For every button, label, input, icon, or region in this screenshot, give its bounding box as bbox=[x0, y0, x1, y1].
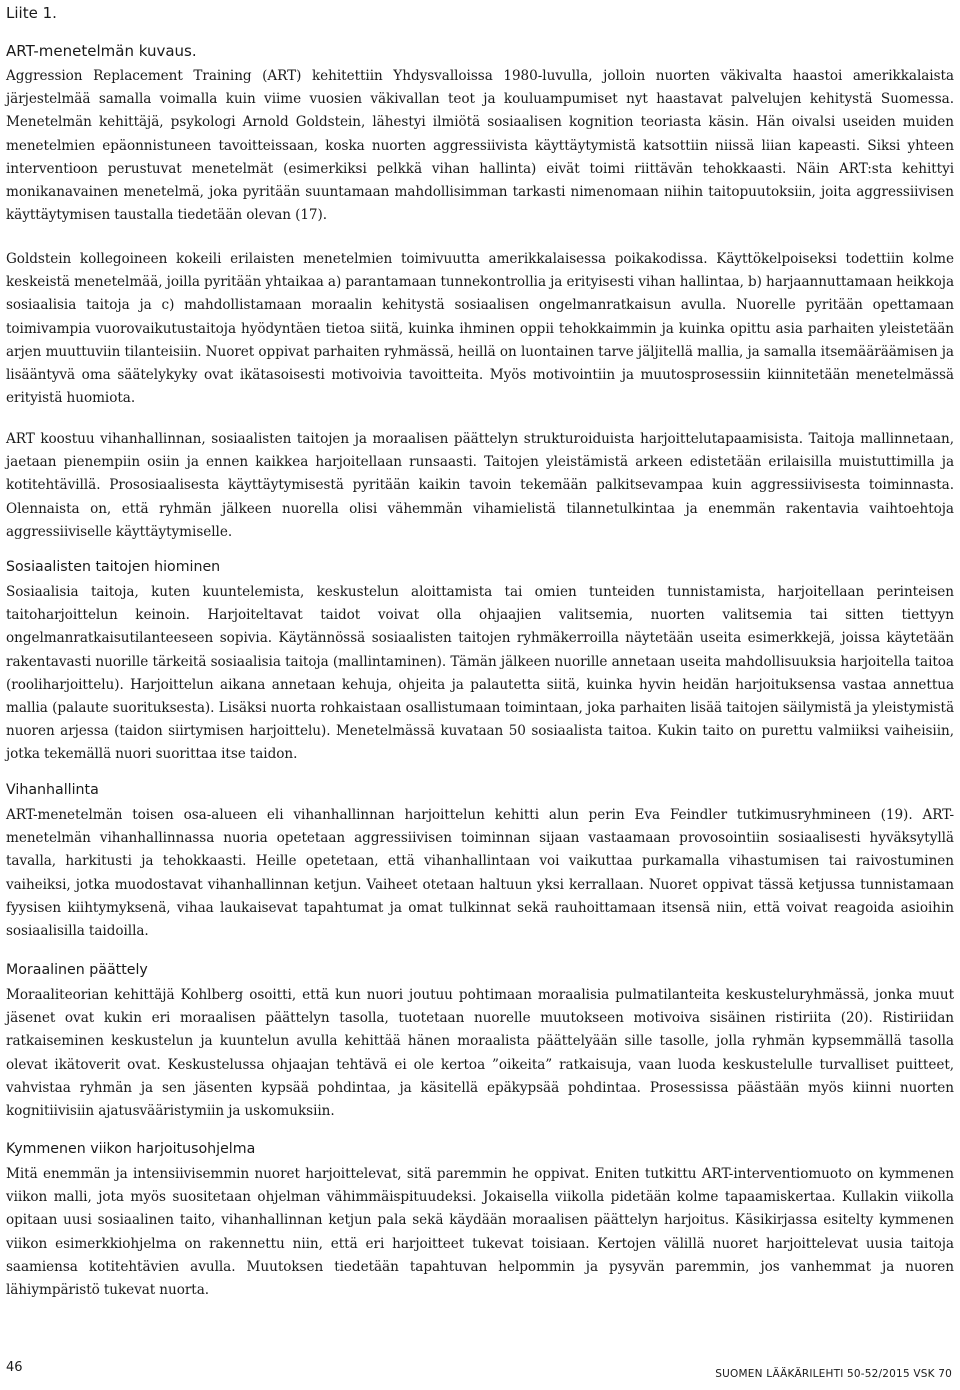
section-moral-reasoning bbox=[6, 961, 954, 1123]
intro-paragraph-3 bbox=[6, 428, 954, 544]
section-heading: Kymmenen viikon harjoitusohjelma bbox=[6, 1141, 256, 1157]
intro-paragraph-2 bbox=[6, 248, 954, 410]
paragraph-text: Goldstein kollegoineen kokeili erilaisten menetelmien toimivuutta amerikkalaisessa poikakodissa. Käyttökelpoiseksi todettiin kolme keskeistä menetelmää, joilla pyritään yhtaikaa a) parantamaan tunnekontrollia ja erityisesti vihan hallintaa, b) harjaannuttamaan heikkoja sosiaalisia taitoja ja c) mahdollistamaan moraalin kehitystä sosiaalisen ongelmanratkaisun avulla. Nuorelle pyritään opettamaan toimivampia vuorovaikutustaitoja hyödyntäen tietoa siitä, kuinka ihminen oppii tehokkaimmin ja kuinka opittu asia parhaiten yleistetään arjen muuttuviin tilanteisiin. Nuoret oppivat parhaiten ryhmässä, heillä on luontainen tarve jäljitellä mallia, ja samalla itsemääräämisen ja lisääntyvä oma säätelykyky ovat ikätasoisesti motivoivia tavoitteita. Myös motivointiin ja muutosprosessiin kiinnitetään menetelmässä erityistä huomiota. bbox=[6, 251, 954, 407]
section-anger-control bbox=[6, 781, 954, 943]
section-social-skills bbox=[6, 558, 954, 767]
section-heading: Sosiaalisten taitojen hiominen bbox=[6, 559, 221, 575]
page-number: 46 bbox=[6, 1360, 23, 1375]
paragraph-text: ART koostuu vihanhallinnan, sosiaalisten taitojen ja moraalisen päättelyn strukturoiduista harjoittelutapaamisista. Taitoja mallinnetaan, jaetaan pienempiin osiin ja ennen kaikkea harjoitellaan runsaasti. Taitojen yleistämistä arkeen edistetään erilaisilla muistuttimilla ja kotitehtävillä. Prososiaalisesta käyttäytymisestä pyritään kaikin tavoin tekemään palkitsevampaa kuin aggressiivisesta toiminnasta. Olennaista on, että ryhmän jälkeen nuorella olisi vähemmän vihamielistä tilannetulkintaa ja enemmän rakentavia vaihtoehtoja aggressiiviselle käyttäytymiselle. bbox=[6, 431, 954, 540]
section-text: Sosiaalisia taitoja, kuten kuuntelemista, keskustelun aloittamista tai omien tunteiden tunnistamista, harjoitellaan perinteisen taitoharjoittelun keinoin. Harjoiteltavat taidot voivat olla ohjaajien valitsemia, nuorten valitsemia tai sitten tiettyyn ongelmanratkaisutilanteeseen sopivia. Käytännössä sosiaalisten taitojen ryhmäkerroilla näytetään useita esimerkkejä, joissa käytetään rakentavasti nuorille tärkeitä sosiaalisia taitoja (mallintaminen). Tämän jälkeen nuorille annetaan useita mahdollisuuksia harjoitella taitoa (rooliharjoittelu). Harjoittelun aikana annetaan kehuja, ohjeita ja palautetta siitä, kuinka hyvin heidän harjoituksensa vastaa annettua mallia (palaute suorituksesta). Lisäksi nuorta rohkaistaan osallistumaan toimintaan, joka parhaiten lisää taitojen säilymistä ja yleistymistä nuoren arjessa (taidon siirtymisen harjoittelu). Menetelmässä kuvataan 50 sosiaalista taitoa. Kukin taito on purettu valmiiksi vaiheisiin, jotka tekemällä nuori suorittaa itse taidon. bbox=[6, 584, 954, 763]
section-text: Moraaliteorian kehittäjä Kohlberg osoitti, että kun nuori joutuu pohtimaan moraalisia pulmatilanteita keskusteluryhmässä, jonka muut jäsenet ovat kukin eri moraalisen päättelyn tasolla, tuotetaan nuorelle muutokseen motivoiva sisäinen ristiriita (20). Ristiriidan ratkaiseminen keskustelun ja kuuntelun avulla kehittää hänen moraalista päättelyään sille tasolle, jolla ryhmän kypsemmällä tasolla olevat ikätoverit ovat. Keskustelussa ohjaajan tehtävä ei ole kertoa ”oikeita” ratkaisuja, vaan luoda keskustelulle turvalliset puitteet, vahvistaa ryhmän ja sen jäsenten kypsää pohdintaa, ja käsitellä epäkypsää pohdintaa. Prosessissa päästään myös kiinni nuorten kognitiivisiin ajatusvääristymiin ja uskomuksiin. bbox=[6, 987, 954, 1120]
section-heading: Moraalinen päättely bbox=[6, 962, 148, 978]
section-ten-week-program bbox=[6, 1140, 954, 1302]
document-title: ART-menetelmän kuvaus. bbox=[6, 42, 197, 60]
appendix-label: Liite 1. bbox=[6, 4, 57, 22]
section-heading: Vihanhallinta bbox=[6, 782, 99, 798]
journal-footer: SUOMEN LÄÄKÄRILEHTI 50-52/2015 VSK 70 bbox=[715, 1368, 952, 1380]
section-text: ART-menetelmän toisen osa-alueen eli vihanhallinnan harjoittelun kehitti alun perin Eva Feindler tutkimusryhmineen (19). ART-menetelmän vihanhallinnassa nuoria opetetaan aggressiivisen toiminnan sijaan vastaamaan provosointiin sosiaalisesti hyväksytyllä tavalla, harkitusti ja tehokkaasti. Heille opetetaan, että vihanhallintaan voi vaikuttaa purkamalla vihastumisen tai raivostuminen vaiheiksi, jotka muodostavat vihanhallinnan ketjun. Vaiheet otetaan haltuun yksi kerrallaan. Nuoret oppivat tässä ketjussa tunnistamaan fyysisen kiihtymyksenä, vihaa laukaisevat tapahtumat ja omat tulkinnat sekä rauhoittamaan itsensä niin, että voivat reagoida asioihin sosiaalisilla taidoilla. bbox=[6, 807, 954, 940]
section-text: Mitä enemmän ja intensiivisemmin nuoret harjoittelevat, sitä paremmin he oppivat. Eniten tutkittu ART-interventiomuoto on kymmenen viikon malli, jota myös suositetaan ohjelman vähimmäispituudeksi. Jokaisella viikolla pidetään kolme tapaamiskertaa. Kullakin viikolla opitaan uusi sosiaalinen taito, vihanhallinnan ketjun pala sekä käydään moraalisen päättelyn harjoitus. Käsikirjassa esitelty kymmenen viikon esimerkkiohjelma on rakennettu niin, että eri harjoitteet tukevat toisiaan. Kertojen välillä nuoret harjoittelevat uusia taitoja saamiensa kotitehtävien avulla. Muutoksen tiedetään tapahtuvan helpommin ja pysyvän paremmin, jos vanhemmat ja nuoren lähiympäristö tukevat nuorta. bbox=[6, 1166, 954, 1299]
paragraph-text: Aggression Replacement Training (ART) kehitettiin Yhdysvalloissa 1980-luvulla, jolloin nuorten väkivalta haastoi amerikkalaista järjestelmää samalla voimalla kuin viime vuosien väkivallan teot ja kouluampumiset nyt haastavat palvelujen kehitystä Suomessa. Menetelmän kehittäjä, psykologi Arnold Goldstein, lähestyi ilmiötä sosiaalisen kognition teoriasta käsin. Hän oivalsi useiden muiden menetelmien epäonnistuneen tavoitteissaan, koska nuorten aggressiivista käyttäytymistä katsottiin niissä liian kapeasti. Siksi yhteen interventioon perustuvat menetelmät (esimerkiksi pelkkä vihan hallinta) eivät toimi riittävän tehokkaasti. Näin ART:sta kehittyi monikanavainen menetelmä, joka pyritään suuntamaan mahdollisimman tarkasti nimenomaan niihin taitopuutoksiin, joita aggressiivisen käyttäytymisen taustalla tiedetään olevan (17). bbox=[6, 68, 954, 224]
intro-paragraph-1 bbox=[6, 65, 954, 227]
